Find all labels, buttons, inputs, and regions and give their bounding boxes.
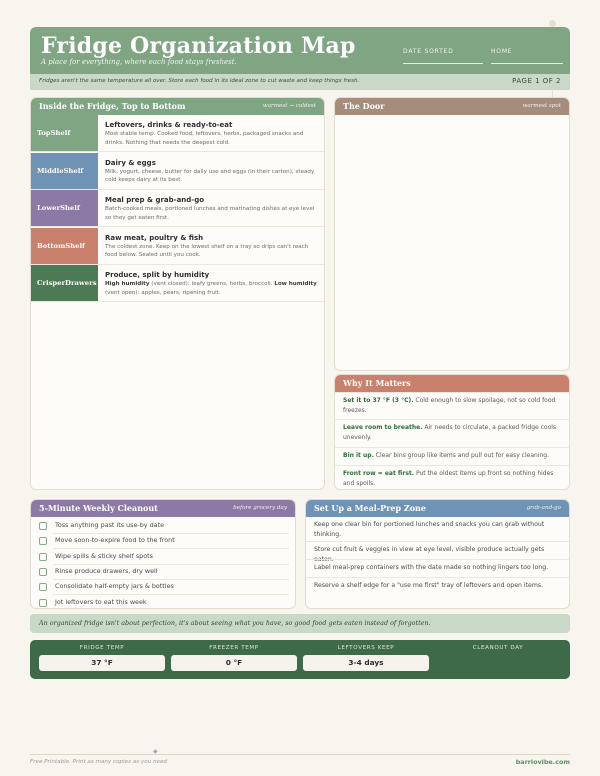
- date-sorted-line: [403, 63, 483, 64]
- intro-bar: [30, 74, 570, 90]
- why-lead: Front row = eat first.: [343, 470, 415, 477]
- footer-marker-icon: ◆: [153, 748, 158, 755]
- inside-fridge-panel: [30, 97, 325, 490]
- intro-message: Fridges aren't the same temperature all over. Store each food in its ideal zone to cut waste and keep things fresh.: [39, 78, 360, 84]
- mealprep-title: Set Up a Meal-Prep Zone: [314, 503, 426, 513]
- shelf-description: Most stable temp. Cooked food, leftovers, herbs, packaged snacks and drinks. Nothing that needs the deepest cold.: [105, 131, 304, 146]
- page-tagline: A place for everything, where each food stays freshest.: [41, 58, 237, 66]
- why-row: [335, 465, 569, 490]
- checklist-item-label: Toss anything past its use-by date: [55, 521, 165, 529]
- why-lead: Set it to 37 °F (3 °C).: [343, 397, 414, 404]
- date-sorted-label: DATE SORTED: [403, 48, 454, 55]
- shelf-body: [105, 196, 319, 222]
- checklist-item[interactable]: [31, 580, 295, 595]
- leftovers-keep-value[interactable]: 3-4 days: [303, 655, 429, 671]
- shelf-description: Milk, yogurt, cheese, butter for daily use and eggs (in their carton), steady cold keeps dairy at its best.: [105, 168, 315, 183]
- fridge-temp-stat: [39, 645, 165, 671]
- fridge-temp-label: FRIDGE TEMP: [79, 645, 125, 651]
- why-text: Put the oldest items up front so nothing hides and spoils.: [343, 470, 554, 487]
- shelf-title: Leftovers, drinks & ready-to-eat: [105, 121, 233, 129]
- why-lead: Leave room to breathe.: [343, 424, 423, 431]
- door-panel: [334, 97, 570, 371]
- checkbox-icon[interactable]: [39, 568, 47, 576]
- freezer-temp-stat: [171, 645, 297, 671]
- stats-bar: [30, 640, 570, 679]
- shelf-title: Produce, split by humidity: [105, 271, 210, 279]
- mealprep-tip: Store cut fruit & veggies in view at eye level, visible produce actually gets eaten.: [306, 541, 570, 568]
- fridge-temp-value[interactable]: 37 °F: [39, 655, 165, 671]
- shelf-row: [31, 115, 324, 152]
- why-lead: Bin it up.: [343, 452, 374, 459]
- mealprep-note: grab-and-go: [526, 505, 561, 511]
- shelf-tag: CrisperDrawers: [31, 265, 98, 301]
- why-panel: [334, 374, 570, 490]
- home-field[interactable]: [491, 48, 512, 55]
- mealprep-panel: [305, 499, 570, 609]
- footer-note: Free Printable. Print as many copies as you need: [30, 759, 167, 765]
- checklist-item-label: Consolidate half-empty jars & bottles: [55, 582, 174, 591]
- shelf-row: [31, 228, 324, 265]
- freezer-temp-label: FREEZER TEMP: [209, 645, 259, 651]
- cleanout-note: before grocery day: [233, 505, 287, 511]
- page-number: PAGE 1 OF 2: [512, 77, 561, 85]
- leftovers-keep-stat: [303, 645, 429, 671]
- shelf-tag: BottomShelf: [31, 228, 98, 264]
- checklist-item-label: Move soon-to-expire food to the front: [55, 536, 175, 545]
- checklist-item[interactable]: [31, 550, 295, 565]
- home-label: HOME: [491, 48, 513, 55]
- cleanout-title: 5-Minute Weekly Cleanout: [39, 503, 158, 513]
- shelf-row: [31, 153, 324, 190]
- checklist-item[interactable]: [31, 565, 295, 580]
- checkbox-icon[interactable]: [39, 599, 47, 607]
- quote-text: An organized fridge isn't about perfection, it's about seeing what you have, so good food gets eaten instead of forgotten.: [39, 619, 431, 627]
- shelf-title: Dairy & eggs: [105, 158, 156, 167]
- cleanout-day-stat: [435, 645, 561, 651]
- checklist-item[interactable]: [31, 534, 295, 549]
- shelf-body: [105, 159, 319, 185]
- humidity-high-text: (vent closed): leafy greens, herbs, broccoli.: [149, 281, 275, 287]
- mealprep-tip: Keep one clear bin for portioned lunches and snacks you can grab without thinking.: [314, 521, 545, 538]
- checkbox-icon[interactable]: [39, 583, 47, 591]
- inside-fridge-header: [31, 98, 324, 115]
- shelf-title: Raw meat, poultry & fish: [105, 233, 204, 242]
- checklist-item-label: Wipe spills & sticky shelf spots: [55, 551, 153, 560]
- mealprep-tip: Label meal-prep containers with the date made so nothing lingers too long.: [306, 559, 570, 576]
- shelf-title: Meal prep & grab-and-go: [105, 196, 205, 204]
- why-row: [335, 392, 569, 419]
- shelf-body: [105, 121, 319, 147]
- why-text: Air needs to circulate, a packed fridge cools unevenly.: [343, 424, 557, 441]
- humidity-low-label: Low humidity: [274, 281, 317, 287]
- why-row: [335, 419, 569, 446]
- cleanout-header: [31, 500, 295, 517]
- shelf-tag: MiddleShelf: [31, 153, 98, 189]
- mealprep-tip: Reserve a shelf edge for a "use me first" tray of leftovers and open items.: [306, 577, 570, 594]
- decorative-dot: [549, 20, 556, 27]
- freezer-temp-value[interactable]: 0 °F: [171, 655, 297, 671]
- shelf-body: [105, 271, 319, 297]
- date-sorted-field[interactable]: [403, 48, 454, 55]
- humidity-high-label: High humidity: [105, 281, 150, 287]
- footer-site-link[interactable]: barriovibe.com: [515, 758, 570, 766]
- leftovers-keep-label: LEFTOVERS KEEP: [337, 645, 395, 651]
- shelf-tag: TopShelf: [31, 115, 98, 151]
- why-row: [335, 447, 569, 464]
- checklist-item-label: Rinse produce drawers, dry well: [55, 566, 158, 575]
- door-note: warmest spot: [522, 103, 561, 109]
- why-title: Why It Matters: [343, 378, 411, 388]
- shelf-row: [31, 190, 324, 227]
- checklist-item-label: Jot leftovers to eat this week: [55, 597, 147, 606]
- shelf-tag: LowerShelf: [31, 190, 98, 226]
- shelf-body: [105, 234, 319, 260]
- shelf-description: Batch-cooked meals, portioned lunches and marinating dishes at eye level so they get eaten first.: [105, 206, 315, 221]
- why-text: Cold enough to slow spoilage, not so cold food freezes.: [343, 397, 556, 414]
- checkbox-icon[interactable]: [39, 537, 47, 545]
- cleanout-day-label: CLEANOUT DAY: [472, 645, 524, 651]
- humidity-low-text: (vent open): apples, pears, ripening fruit.: [105, 289, 221, 296]
- door-title: The Door: [343, 101, 385, 111]
- inside-fridge-title: Inside the Fridge, Top to Bottom: [39, 101, 186, 111]
- checkbox-icon[interactable]: [39, 522, 47, 530]
- footer-divider: [30, 754, 570, 755]
- door-header: [335, 98, 569, 115]
- why-text: Clear bins group like items and pull out for easy cleaning.: [373, 452, 550, 459]
- why-header: [335, 375, 569, 392]
- page-title: Fridge Organization Map: [41, 33, 356, 59]
- checklist-item[interactable]: [31, 596, 295, 610]
- shelf-description: The coldest zone. Keep on the lowest shelf on a tray so drips can't reach food below. Sealed until you cook.: [105, 243, 309, 258]
- home-line: [491, 63, 563, 64]
- cleanout-panel: [30, 499, 296, 609]
- checkbox-icon[interactable]: [39, 553, 47, 561]
- inside-fridge-note: warmest → coldest: [262, 103, 316, 109]
- quote-bar: [30, 614, 570, 633]
- checklist-item[interactable]: [31, 519, 295, 534]
- mealprep-header: [306, 500, 569, 517]
- shelf-description: [105, 280, 319, 297]
- shelf-row: [31, 265, 324, 302]
